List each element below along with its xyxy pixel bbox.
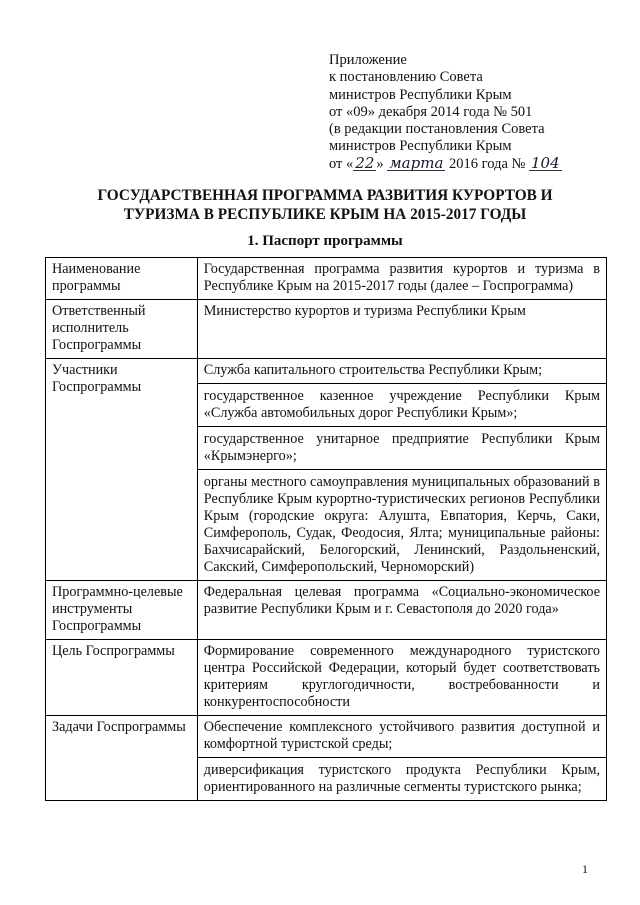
passport-row-label: Наименование программы: [46, 258, 198, 300]
title-line: ГОСУДАРСТВЕННАЯ ПРОГРАММА РАЗВИТИЯ КУРОРТОВ И: [97, 187, 553, 204]
passport-row: [46, 359, 607, 581]
document-title: [40, 186, 610, 224]
passport-table: [45, 257, 607, 801]
appendix-line: от «09» декабря 2014 года № 501: [329, 103, 533, 120]
title-line: ТУРИЗМА В РЕСПУБЛИКЕ КРЫМ НА 2015-2017 ГОДЫ: [123, 206, 527, 223]
appendix-line: министров Республики Крым: [329, 138, 512, 155]
appendix-text: 2016 года №: [445, 155, 529, 172]
page-number: 1: [582, 862, 588, 876]
passport-paragraph: Государственная программа развития курортов и туризма в Республике Крым на 2015-2017 годы (далее – Госпрограмма): [203, 261, 600, 294]
passport-row-label: Цель Госпрограммы: [46, 640, 198, 716]
appendix-block: [329, 52, 629, 173]
passport-row-value: [197, 300, 606, 359]
appendix-amendment-date-line: [329, 153, 629, 173]
passport-row: [46, 258, 607, 300]
passport-paragraph: государственное унитарное предприятие Республики Крым «Крымэнерго»;: [203, 431, 600, 464]
passport-paragraph: Федеральная целевая программа «Социально-экономическое развитие Республики Крым и г. Севастополя до 2020 года»: [203, 584, 600, 617]
handwritten-day: 22: [355, 153, 375, 172]
appendix-text: от «: [329, 155, 354, 172]
passport-paragraph: Служба капитального строительства Республики Крым;: [203, 362, 543, 378]
passport-paragraph: Министерство курортов и туризма Республики Крым: [203, 303, 526, 319]
passport-row-label: Задачи Госпрограммы: [46, 716, 198, 801]
handwritten-number: 104: [530, 153, 560, 172]
passport-row-value: [197, 716, 606, 801]
appendix-line: к постановлению Совета: [329, 69, 483, 86]
section-title: 1. Паспорт программы: [247, 233, 403, 249]
passport-paragraph: Обеспечение комплексного устойчивого развития доступной и комфортной туристской среды;: [203, 719, 600, 752]
passport-row-value: [197, 359, 606, 581]
appendix-line: (в редакции постановления Совета: [329, 121, 545, 138]
passport-table-body: [46, 258, 607, 801]
passport-row-label: Участники Госпрограммы: [46, 359, 198, 581]
passport-row: [46, 716, 607, 801]
passport-paragraph: органы местного самоуправления муниципальных образований в Республике Крым курортно-туристических регионов Республики Крым (городские округа: Алушта, Евпатория, Керчь, Саки, Симферополь, Судак, Феодосия, Ялта; муниципальные районы: Бахчисарайский, Белогорский, Ленинский, Раздольненский, Сакский, Симферопольский, Черноморский): [203, 474, 600, 575]
passport-row-label: Программно-целевые инструменты Госпрограммы: [46, 581, 198, 640]
passport-paragraph: Формирование современного международного туристского центра Российской Федерации, который будет соответствовать критериям круглогодичности, востребованности и конкурентоспособности: [203, 643, 600, 710]
passport-row-value: [197, 640, 606, 716]
passport-row: [46, 640, 607, 716]
passport-row-label: Ответственный исполнитель Госпрограммы: [46, 300, 198, 359]
passport-row: [46, 300, 607, 359]
passport-row-value: [197, 258, 606, 300]
appendix-line: министров Республики Крым: [329, 86, 512, 103]
passport-paragraph: государственное казенное учреждение Республики Крым «Служба автомобильных дорог Республики Крым»;: [203, 388, 600, 421]
appendix-line: Приложение: [329, 52, 407, 68]
appendix-text: »: [376, 155, 388, 172]
handwritten-month: марта: [389, 153, 444, 172]
passport-row: [46, 581, 607, 640]
passport-row-value: [197, 581, 606, 640]
passport-paragraph: диверсификация туристского продукта Республики Крым, ориентированного на различные сегменты туристского рынка;: [203, 762, 600, 795]
